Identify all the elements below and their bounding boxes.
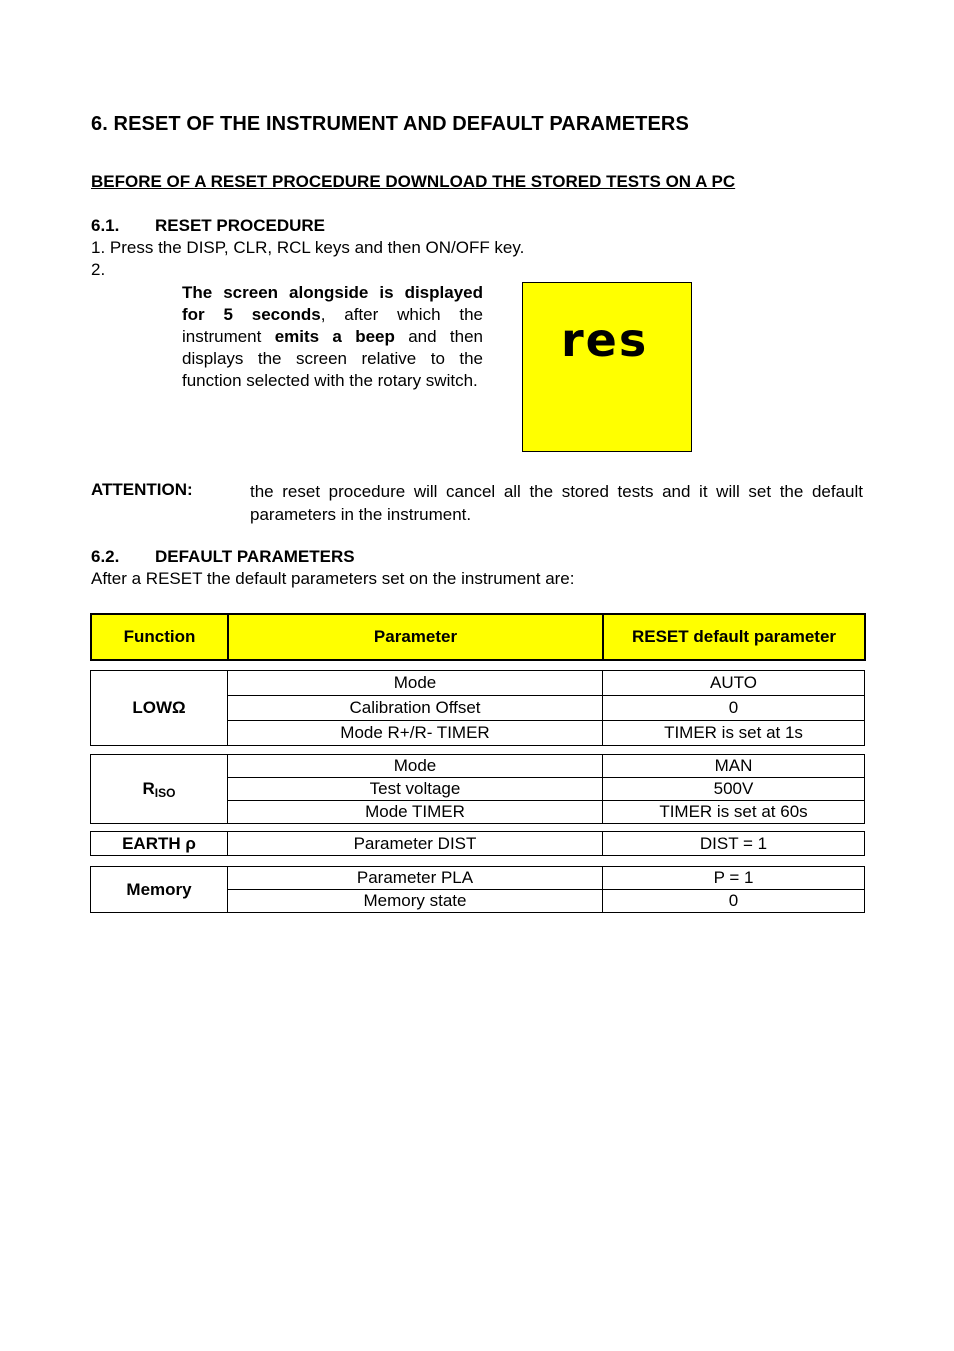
value-cell: TIMER is set at 60s: [603, 801, 865, 824]
header-function: Function: [91, 614, 228, 660]
parameter-cell: Mode TIMER: [228, 801, 603, 824]
heading-text: RESET PROCEDURE: [155, 216, 326, 235]
value-cell: MAN: [603, 755, 865, 778]
group-memory: [90, 866, 865, 913]
value-cell: DIST = 1: [603, 832, 865, 856]
parameter-cell: Calibration Offset: [228, 696, 603, 721]
lcd-display: [522, 282, 692, 452]
step-2-text-1: , after which the instrument: [182, 305, 483, 346]
attention-label: ATTENTION:: [91, 480, 193, 499]
heading-number: 6.2.: [91, 547, 120, 566]
heading-number: 6.1.: [91, 216, 120, 235]
function-cell: LOWΩ: [91, 671, 228, 746]
function-cell: [91, 755, 228, 824]
parameter-cell: Mode: [228, 671, 603, 696]
group-earth: [90, 831, 865, 856]
step-2-bold-1: The screen alongside is displayed for 5 seconds: [182, 283, 483, 324]
lcd-reset-text: res: [561, 313, 649, 367]
header-parameter: Parameter: [228, 614, 603, 660]
function-cell: EARTH ρ: [91, 832, 228, 856]
header-table: [90, 613, 866, 661]
header-default: RESET default parameter: [603, 614, 865, 660]
download-warning: BEFORE OF A RESET PROCEDURE DOWNLOAD THE STORED TESTS ON A PC: [91, 172, 736, 191]
step-1: 1. Press the DISP, CLR, RCL keys and then ON/OFF key.: [91, 238, 525, 257]
parameter-cell: Test voltage: [228, 778, 603, 801]
section-title: 6. RESET OF THE INSTRUMENT AND DEFAULT PARAMETERS: [91, 113, 689, 135]
attention-text: the reset procedure will cancel all the stored tests and it will set the default parameters in the instrument.: [250, 482, 863, 524]
value-cell: 0: [603, 696, 865, 721]
parameter-cell: Mode: [228, 755, 603, 778]
step-2-number: 2.: [91, 260, 106, 279]
function-subscript: ISO: [154, 785, 176, 800]
value-cell: AUTO: [603, 671, 865, 696]
value-cell: 500V: [603, 778, 865, 801]
default-parameters-heading: [91, 547, 355, 567]
value-cell: TIMER is set at 1s: [603, 721, 865, 746]
group-low-ohm: [90, 670, 865, 746]
step-2-bold-2: emits a beep: [274, 327, 395, 346]
step-2-text-2: and then displays the screen relative to the function selected with the rotary switch.: [182, 327, 483, 390]
value-cell: P = 1: [603, 867, 865, 890]
parameter-cell: Mode R+/R- TIMER: [228, 721, 603, 746]
group-riso: [90, 754, 865, 824]
heading-text: DEFAULT PARAMETERS: [155, 547, 355, 566]
reset-procedure-heading: [91, 216, 325, 236]
function-cell: Memory: [91, 867, 228, 913]
parameter-cell: Parameter DIST: [228, 832, 603, 856]
step-2-text: [182, 282, 483, 392]
parameter-cell: Memory state: [228, 890, 603, 913]
function-label: R: [142, 778, 155, 798]
default-parameters-intro: After a RESET the default parameters set on the instrument are:: [91, 569, 575, 588]
value-cell: 0: [603, 890, 865, 913]
parameter-cell: Parameter PLA: [228, 867, 603, 890]
